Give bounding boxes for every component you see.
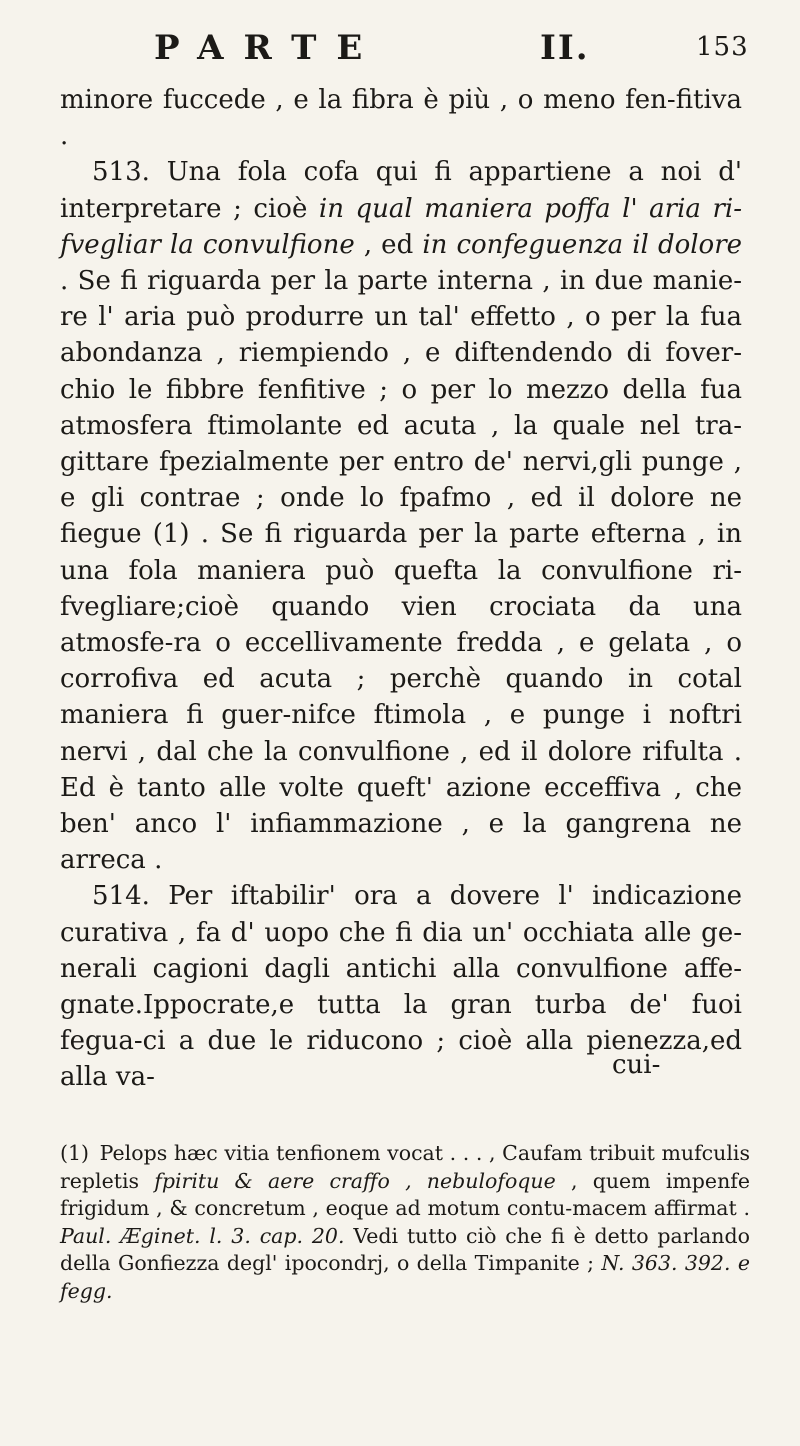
footnote-text: , quem impenfe frigidum , & concretum , eoque ad motum contu-macem affirmat .: [60, 1168, 750, 1220]
main-text: [60, 82, 742, 1096]
catchword: cui-: [612, 1050, 661, 1080]
footnote-text: Vedi tutto ciò che fi è detto parlando della Gonfiezza degl' ipocondrj, o della Timpanite ;: [60, 1223, 750, 1275]
paragraph-number: 514.: [92, 881, 150, 912]
footnote-citation: Paul. Æginet. l. 3. cap. 20.: [60, 1223, 345, 1248]
paragraph-text: , ed: [363, 229, 414, 260]
page-number: 153: [696, 32, 749, 62]
footnote-marker: (1): [60, 1141, 90, 1165]
footnote: [60, 1140, 750, 1305]
paragraph-text: Per iftabilir' ora a dovere l' indicazione curativa , fa d' uopo che fi dia un' occhiata alle ge-nerali cagioni dagli antichi alla convulfione affe-gnate.Ippocrate,e tutta la gran turba de' fuoi fegua-ci a due le riducono ; cioè alla pienezza,ed alla va-: [60, 881, 742, 1093]
paragraph-continuation: minore fuccede , e la fibra è più , o meno fen-fitiva .: [60, 85, 742, 152]
paragraph-number: 513.: [92, 157, 150, 188]
footnote-italic: fpiritu & aere craffo , nebulofoque: [154, 1168, 556, 1193]
footnote-paragraph: [60, 1140, 750, 1305]
footnote-reference: N. 363. 392. e fegg.: [60, 1251, 750, 1303]
header-volume: II.: [540, 28, 590, 68]
paragraph-513: [60, 154, 742, 878]
footnote-text: Pelops hæc vitia tenfionem vocat . . . , Caufam tribuit mufculis repletis: [60, 1141, 750, 1193]
paragraph-italic: in confeguenza il dolore: [422, 229, 743, 260]
paragraph-italic: in qual maniera poffa l' aria ri-fvegliar la convulfione: [60, 193, 742, 260]
paragraph-text: . Se fi riguarda per la parte interna , in due manie-re l' aria può produrre un tal' effetto , o per la fua abondanza , riempiendo , e diftendendo di fover-chio le fibbre fenfitive ; o per lo mezzo della fua atmosfera ftimolante ed acuta , la quale nel tra-gittare fpezialmente per entro de' nervi,gli punge , e gli contrae ; onde lo fpafmo , ed il dolore ne fiegue (1) . Se fi riguarda per la parte efterna , in una fola maniera può quefta la convulfione ri-fvegliare;cioè quando vien crociata da una atmosfe-ra o eccellivamente fredda , e gelata , o corrofiva ed acuta ; perchè quando in cotal maniera fi guer-nifce ftimola , e punge i noftri nervi , dal che la convulfione , ed il dolore rifulta . Ed è tanto alle volte queft' azione ecceffiva , che ben' anco l' infiammazione , e la gangrena ne arreca .: [60, 266, 742, 876]
running-header: [88, 28, 788, 68]
header-part-label: PARTE: [154, 28, 383, 68]
paragraph-text: Una fola cofa qui fi appartiene a noi d' interpretare ; cioè: [60, 157, 743, 224]
